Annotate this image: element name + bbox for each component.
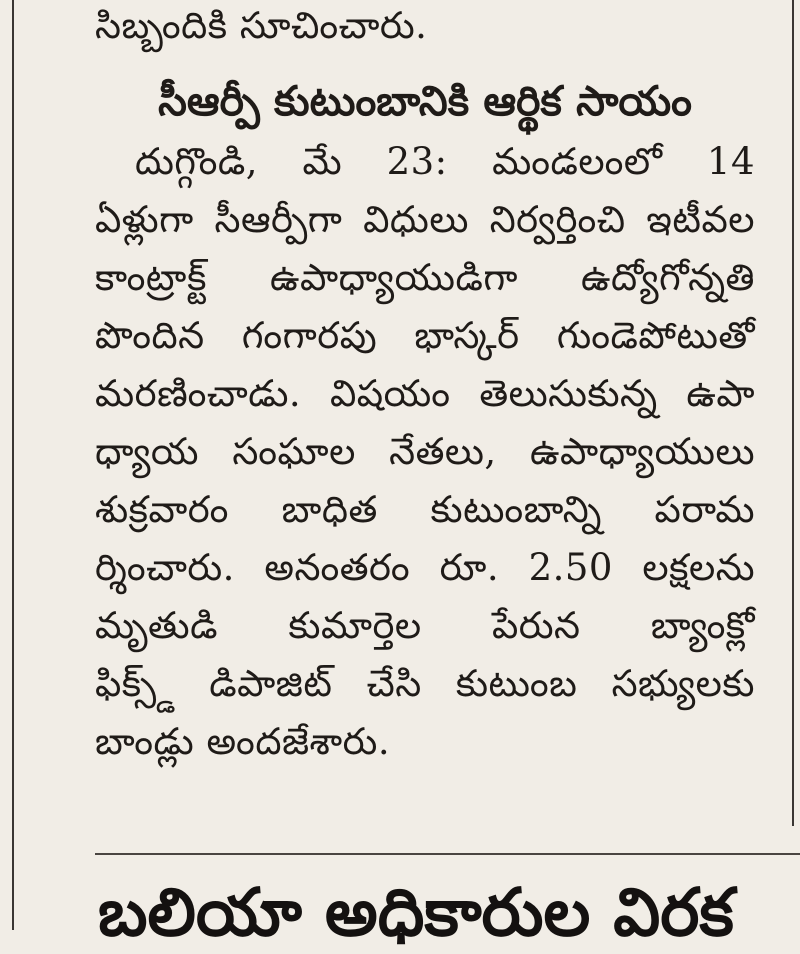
article-body-line-9: మృతుడి కుమార్తెల పేరున బ్యాంక్లో <box>95 604 755 647</box>
article-body-line-3: కాంట్రాక్ట్ ఉపాధ్యాయుడిగా ఉద్యోగోన్నతి <box>95 256 755 299</box>
article-body-line-5: మరణించాడు. విషయం తెలుసుకున్న ఉపా <box>95 372 755 415</box>
article-body-line-6: ధ్యాయ సంఘాల నేతలు, ఉపాధ్యాయులు <box>95 430 755 473</box>
article-body-line-1: దుగ్గొండి, మే 23: మండలంలో 14 <box>135 140 755 183</box>
article-body-line-11: బాండ్లు అందజేశారు. <box>95 720 391 763</box>
article-body-line-8: ర్శించారు. అనంతరం రూ. 2.50 లక్షలను <box>95 546 755 589</box>
article-body-line-10: ఫిక్స్డ్ డిపాజిట్ చేసి కుటుంబ సభ్యులకు <box>95 662 755 705</box>
article-divider <box>95 853 800 855</box>
article-body-line-4: పొందిన గంగారపు భాస్కర్ గుండెపోటుతో <box>95 314 755 357</box>
previous-article-last-line: సిబ్బందికి సూచించారు. <box>95 4 428 47</box>
left-column-rule <box>12 0 14 930</box>
next-article-headline: బలియా అధికారుల విరక <box>98 874 734 951</box>
article-headline: సీఆర్పీ కుటుంబానికి ఆర్థిక సాయం <box>158 77 692 125</box>
right-column-rule <box>792 0 794 826</box>
article-body-line-7: శుక్రవారం బాధిత కుటుంబాన్ని పరామ <box>95 488 755 531</box>
article-body-line-2: ఏళ్లుగా సీఆర్పీగా విధులు నిర్వర్తించి ఇటీవల <box>95 198 755 241</box>
